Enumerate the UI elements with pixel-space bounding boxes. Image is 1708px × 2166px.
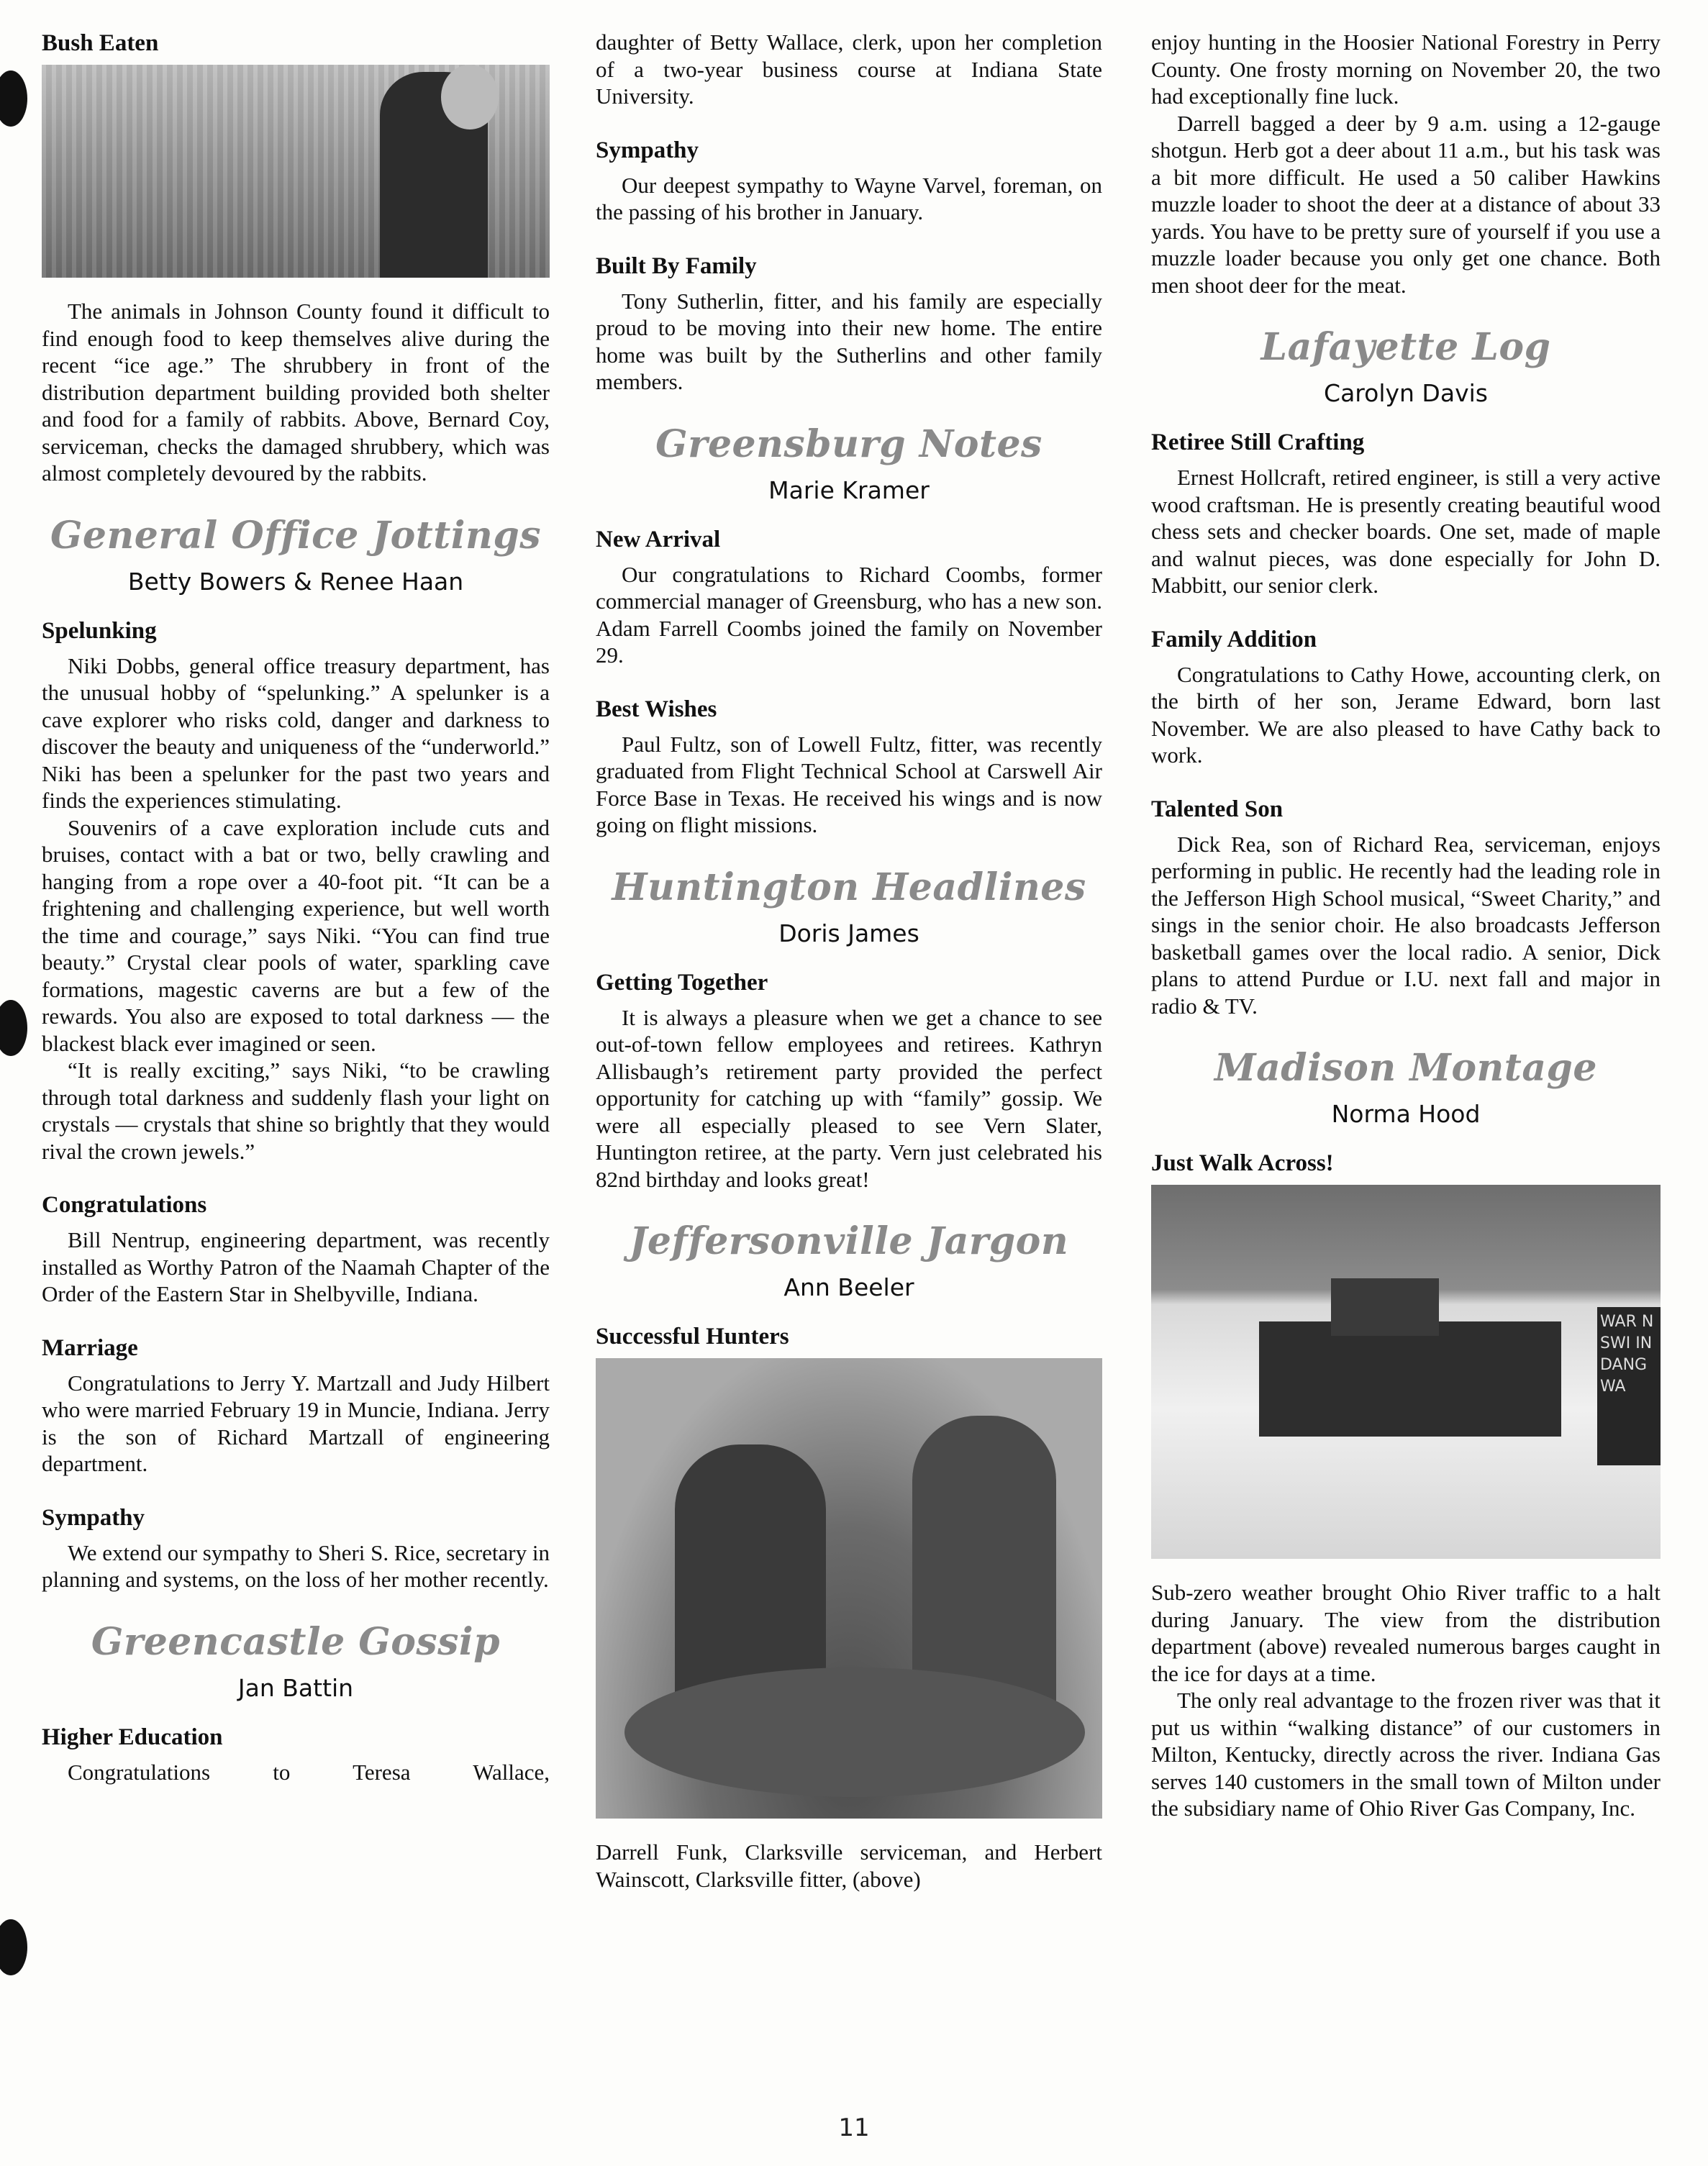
getting-together-paragraph: It is always a pleasure when we get a chance to see out-of-town fellow employees and retirees. Kathryn Allisbaugh’s retirement party provided the perfect opportunity for catching up with “family” gossip. We were all especially pleased to see Vern Slater, Huntington retiree, at the party. Vern just celebrated his 82nd birthday and looks great! [596,1004,1102,1192]
hunters-photo [596,1358,1102,1819]
byline-greensburg: Marie Kramer [768,475,930,504]
man-head [441,65,499,129]
hunters-continued-paragraph: enjoy hunting in the Hoosier National Forestry in Perry County. One frosty morning on November 20, the two had exceptionally fine luck. [1151,29,1661,109]
spelunking-paragraph: “It is really exciting,” says Niki, “to be crawling through total darkness and suddenly flash your light on crystals — crystals that shine so brightly that they would rival the crown jewels.” [42,1057,550,1164]
higher-education-continued: daughter of Betty Wallace, clerk, upon her completion of a two-year business course at Indiana State University. [596,29,1102,109]
binder-hole [0,1919,27,1975]
heading-just-walk-across: Just Walk Across! [1151,1150,1334,1176]
built-by-family-paragraph: Tony Sutherlin, fitter, and his family are especially proud to be moving into their new home. The entire home was built by the Sutherlins and other family members. [596,288,1102,394]
heading-family-addition: Family Addition [1151,626,1317,652]
section-title-madison: Madison Montage [1214,1046,1597,1090]
column-left [42,29,550,1785]
section-title-greensburg: Greensburg Notes [655,422,1042,466]
retiree-paragraph: Ernest Hollcraft, retired engineer, is still a very active wood craftsman. He is presently creating beautiful wood chess sets and checker boards. One set, made of maple and walnut pieces, was done especially for John D. Mabbitt, our senior clerk. [1151,465,1661,598]
deer-silhouette [624,1667,1085,1797]
section-title-greencastle: Greencastle Gossip [91,1619,501,1664]
section-title-jeffersonville: Jeffersonville Jargon [629,1219,1069,1263]
spelunking-paragraph: Souvenirs of a cave exploration include cuts and bruises, contact with a bat or two, belly crawling and hanging from a rope over a 40-foot pit. “It can be a frightening and challenging experience, but well worth the time and courage,” says Niki. “You can find true beauty.” Crystal clear pools of water, sparkling cave formations, magestic caverns are but a few of the rewards. You also are exposed to total darkness — the blackest black ever imagined or seen. [42,814,550,1056]
column-right [1151,29,1661,1822]
bush-caption: The animals in Johnson County found it difficult to find enough food to keep themselves alive during the recent “ice age.” The shrubbery in front of the distribution department building provided both shelter and food for a family of rabbits. Above, Bernard Coy, serviceman, checks the damaged shrubbery, which was almost completely devoured by the rabbits. [42,299,550,486]
heading-marriage: Marriage [42,1334,138,1361]
heading-spelunking: Spelunking [42,617,157,644]
spelunking-paragraph: Niki Dobbs, general office treasury department, has the unusual hobby of “spelunking.” A spelunker is a cave explorer who risks cold, danger and darkness to discover the beauty and uniqueness of the “underworld.” Niki has been a spelunker for the past two years and finds the experiences stimulating. [42,652,550,813]
heading-sympathy: Sympathy [596,137,699,163]
family-addition-paragraph: Congratulations to Cathy Howe, accounting clerk, on the birth of her son, Jerame Edward, born last November. We are also pleased to have Cathy back to work. [1151,661,1661,768]
column-middle [596,29,1102,1893]
barge-silhouette [1259,1321,1561,1437]
heading-new-arrival: New Arrival [596,526,721,552]
binder-hole [0,70,27,127]
heading-successful-hunters: Successful Hunters [596,1324,789,1350]
byline-general-office: Betty Bowers & Renee Haan [127,567,464,596]
section-title-huntington: Huntington Headlines [612,865,1086,909]
byline-lafayette: Carolyn Davis [1324,379,1488,407]
river-paragraph: The only real advantage to the frozen river was that it put us within “walking distance” of our customers in Milton, Kentucky, directly across the river. Indiana Gas serves 140 customers in the small town of Milton under the subsidiary name of Ohio River Gas Company, Inc. [1151,1688,1661,1821]
towboat-cabin [1331,1278,1439,1336]
heading-getting-together: Getting Together [596,969,768,996]
talented-son-paragraph: Dick Rea, son of Richard Rea, serviceman, enjoys performing in public. He recently had the leading role in the Jefferson High School musical, “Sweet Charity,” and sings in the senior choir. He also broadcasts Jefferson basketball games over the local radio. A senior, Dick plans to attend Purdue or I.U. next fall and major in radio & TV. [1151,831,1661,1019]
river-paragraph: Sub-zero weather brought Ohio River traffic to a halt during January. The view from the distribution department (above) revealed numerous barges caught in the ice for days at a time. [1151,1580,1661,1686]
heading-retiree-still-crafting: Retiree Still Crafting [1151,429,1365,455]
hunters-continued-paragraph: Darrell bagged a deer by 9 a.m. using a 12-gauge shotgun. Herb got a deer about 11 a.m., but his task was a bit more difficult. He used a 50 caliber Hawkins muzzle loader to shoot the deer at a distance of about 33 yards. You have to be pretty sure of yourself if you use a muzzle loader because you only get one chance. Both men shoot deer for the meat. [1151,110,1661,298]
binder-hole [0,1000,27,1056]
hunters-caption: Darrell Funk, Clarksville serviceman, and Herbert Wainscott, Clarksville fitter, (above) [596,1839,1102,1892]
sympathy-paragraph: Our deepest sympathy to Wayne Varvel, foreman, on the passing of his brother in January. [596,172,1102,224]
higher-education-paragraph: Congratulations to Teresa Wallace, [68,1759,550,1785]
marriage-paragraph: Congratulations to Jerry Y. Martzall and Judy Hilbert who were married February 19 in Muncie, Indiana. Jerry is the son of Richard Martzall of engineering department. [42,1370,550,1476]
heading-higher-education: Higher Education [42,1724,223,1750]
heading-bush-eaten: Bush Eaten [42,30,159,56]
sympathy-paragraph: We extend our sympathy to Sheri S. Rice, secretary in planning and systems, on the loss of her mother recently. [42,1539,550,1592]
heading-sympathy: Sympathy [42,1504,145,1531]
heading-best-wishes: Best Wishes [596,696,717,722]
byline-huntington: Doris James [778,919,919,947]
section-title-lafayette: Lafayette Log [1260,325,1551,369]
byline-greencastle: Jan Battin [237,1673,354,1702]
byline-madison: Norma Hood [1331,1100,1481,1128]
heading-talented-son: Talented Son [1151,796,1284,822]
best-wishes-paragraph: Paul Fultz, son of Lowell Fultz, fitter, was recently graduated from Flight Technical School at Carswell Air Force Base in Texas. He received his wings and is now going on flight missions. [596,731,1102,837]
frozen-river-photo [1151,1185,1661,1559]
page-number: 11 [838,2113,870,2142]
byline-jeffersonville: Ann Beeler [783,1273,914,1301]
warning-sign: WAR N SWI IN DANG WA [1597,1307,1661,1465]
congratulations-paragraph: Bill Nentrup, engineering department, was recently installed as Worthy Patron of the Naamah Chapter of the Order of the Eastern Star in Shelbyville, Indiana. [42,1227,550,1306]
heading-congratulations: Congratulations [42,1192,207,1218]
shrubbery-photo [42,65,550,278]
new-arrival-paragraph: Our congratulations to Richard Coombs, former commercial manager of Greensburg, who has a new son. Adam Farrell Coombs joined the family on November 29. [596,561,1102,668]
section-title-general-office: General Office Jottings [50,513,541,558]
heading-built-by-family: Built By Family [596,252,757,279]
